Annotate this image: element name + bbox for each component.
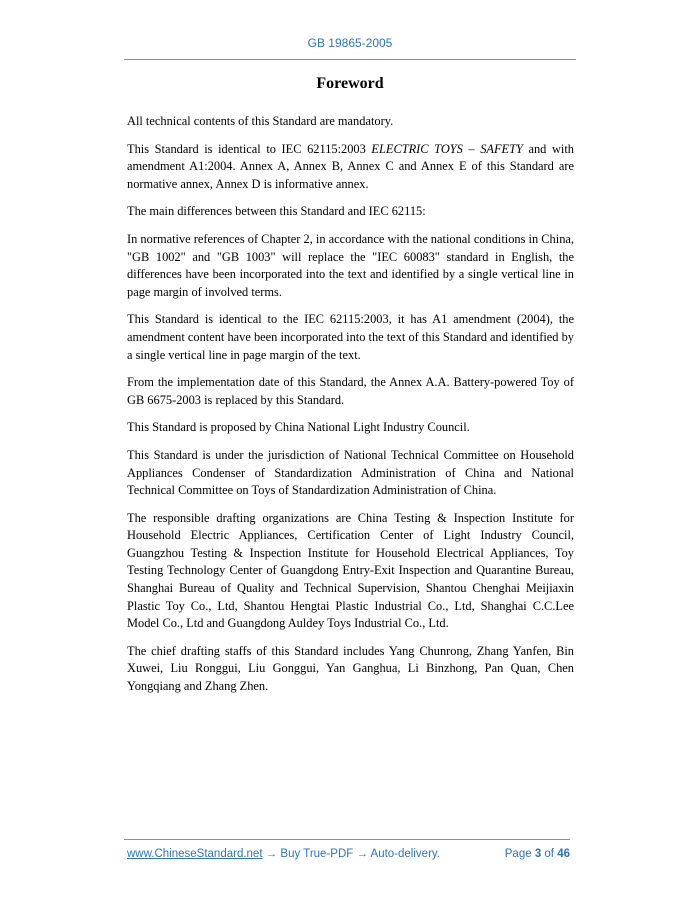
footer-rule [124, 839, 570, 840]
paragraph-drafting-organizations: The responsible drafting organizations are China Testing & Inspection Institute for Household Electric Appliances, Certification Center of Light Industry Council, Guangzhou Testing & Inspection Institute for Household Electrical Appliances, Toy Testing Technology Center of Guangdong Entry-Exit Inspection and Quarantine Bureau, Shanghai Bureau of Quality and Technical Supervision, Shantou Chenghai Meijiaxin Plastic Toy Co., Ltd, Shantou Hengtai Plastic Industrial Co., Ltd, Shanghai C.C.Lee Model Co., Ltd and Guangdong Auldey Toys Industrial Co., Ltd. [127, 510, 574, 631]
promo-text: → Buy True-PDF → Auto-delivery. [262, 848, 440, 860]
page-number [505, 848, 570, 860]
site-link[interactable]: www.ChineseStandard.net [127, 848, 263, 860]
paragraph-drafting-staffs: The chief drafting staffs of this Standard includes Yang Chunrong, Zhang Yanfen, Bin Xuwei, Liu Ronggui, Liu Gonggui, Yan Ganghua, Li Binzhong, Pan Quan, Chen Yongqiang and Zhang Zhen. [127, 643, 574, 694]
paragraph-identical [127, 141, 574, 194]
paragraph-proposed: This Standard is proposed by China National Light Industry Council. [127, 420, 470, 435]
paragraph-jurisdiction: This Standard is under the jurisdiction of National Technical Committee on Household Appliances Condenser of Standardization Administration of China and National Technical Committee on Toys of Standardization Administration of China. [127, 447, 574, 498]
paragraph-implementation: From the implementation date of this Standard, the Annex A.A. Battery-powered Toy of GB 6675-2003 is replaced by this Standard. [127, 375, 574, 407]
standard-code: GB 19865-2005 [307, 36, 393, 50]
paragraph-differences: The main differences between this Standard and IEC 62115: [127, 204, 426, 219]
header-rule [124, 59, 576, 60]
paragraph-identical-start: This Standard is identical to IEC 62115:2003 [127, 141, 372, 156]
page-footer [127, 848, 570, 860]
document-body [127, 113, 574, 706]
paragraph-amendment: This Standard is identical to the IEC 62115:2003, it has A1 amendment (2004), the amendment content have been incorporated into the text of this Standard and identified by a single vertical line in page margin of the text. [127, 312, 574, 362]
page-label: Page [504, 848, 535, 860]
page-current: 3 [534, 848, 542, 860]
paragraph-identical-end: and with amendment A1:2004. Annex A, Annex B, Annex C and Annex E of this Standard are normative annex, Annex D is informative annex. [127, 141, 574, 191]
page-of: of [541, 848, 558, 860]
paragraph-normative-references: In normative references of Chapter 2, in accordance with the national conditions in China, "GB 1002" and "GB 1003" will replace the "IEC 60083" standard in English, the differences have been incorporated into the text and identified by a single vertical line in page margin of involved terms. [127, 231, 574, 299]
page-title: Foreword [316, 75, 384, 92]
page-header [124, 36, 576, 50]
standard-title-italic: ELECTRIC TOYS – SAFETY [371, 141, 523, 156]
page-total: 46 [557, 848, 570, 860]
paragraph-mandatory: All technical contents of this Standard are mandatory. [127, 114, 394, 128]
